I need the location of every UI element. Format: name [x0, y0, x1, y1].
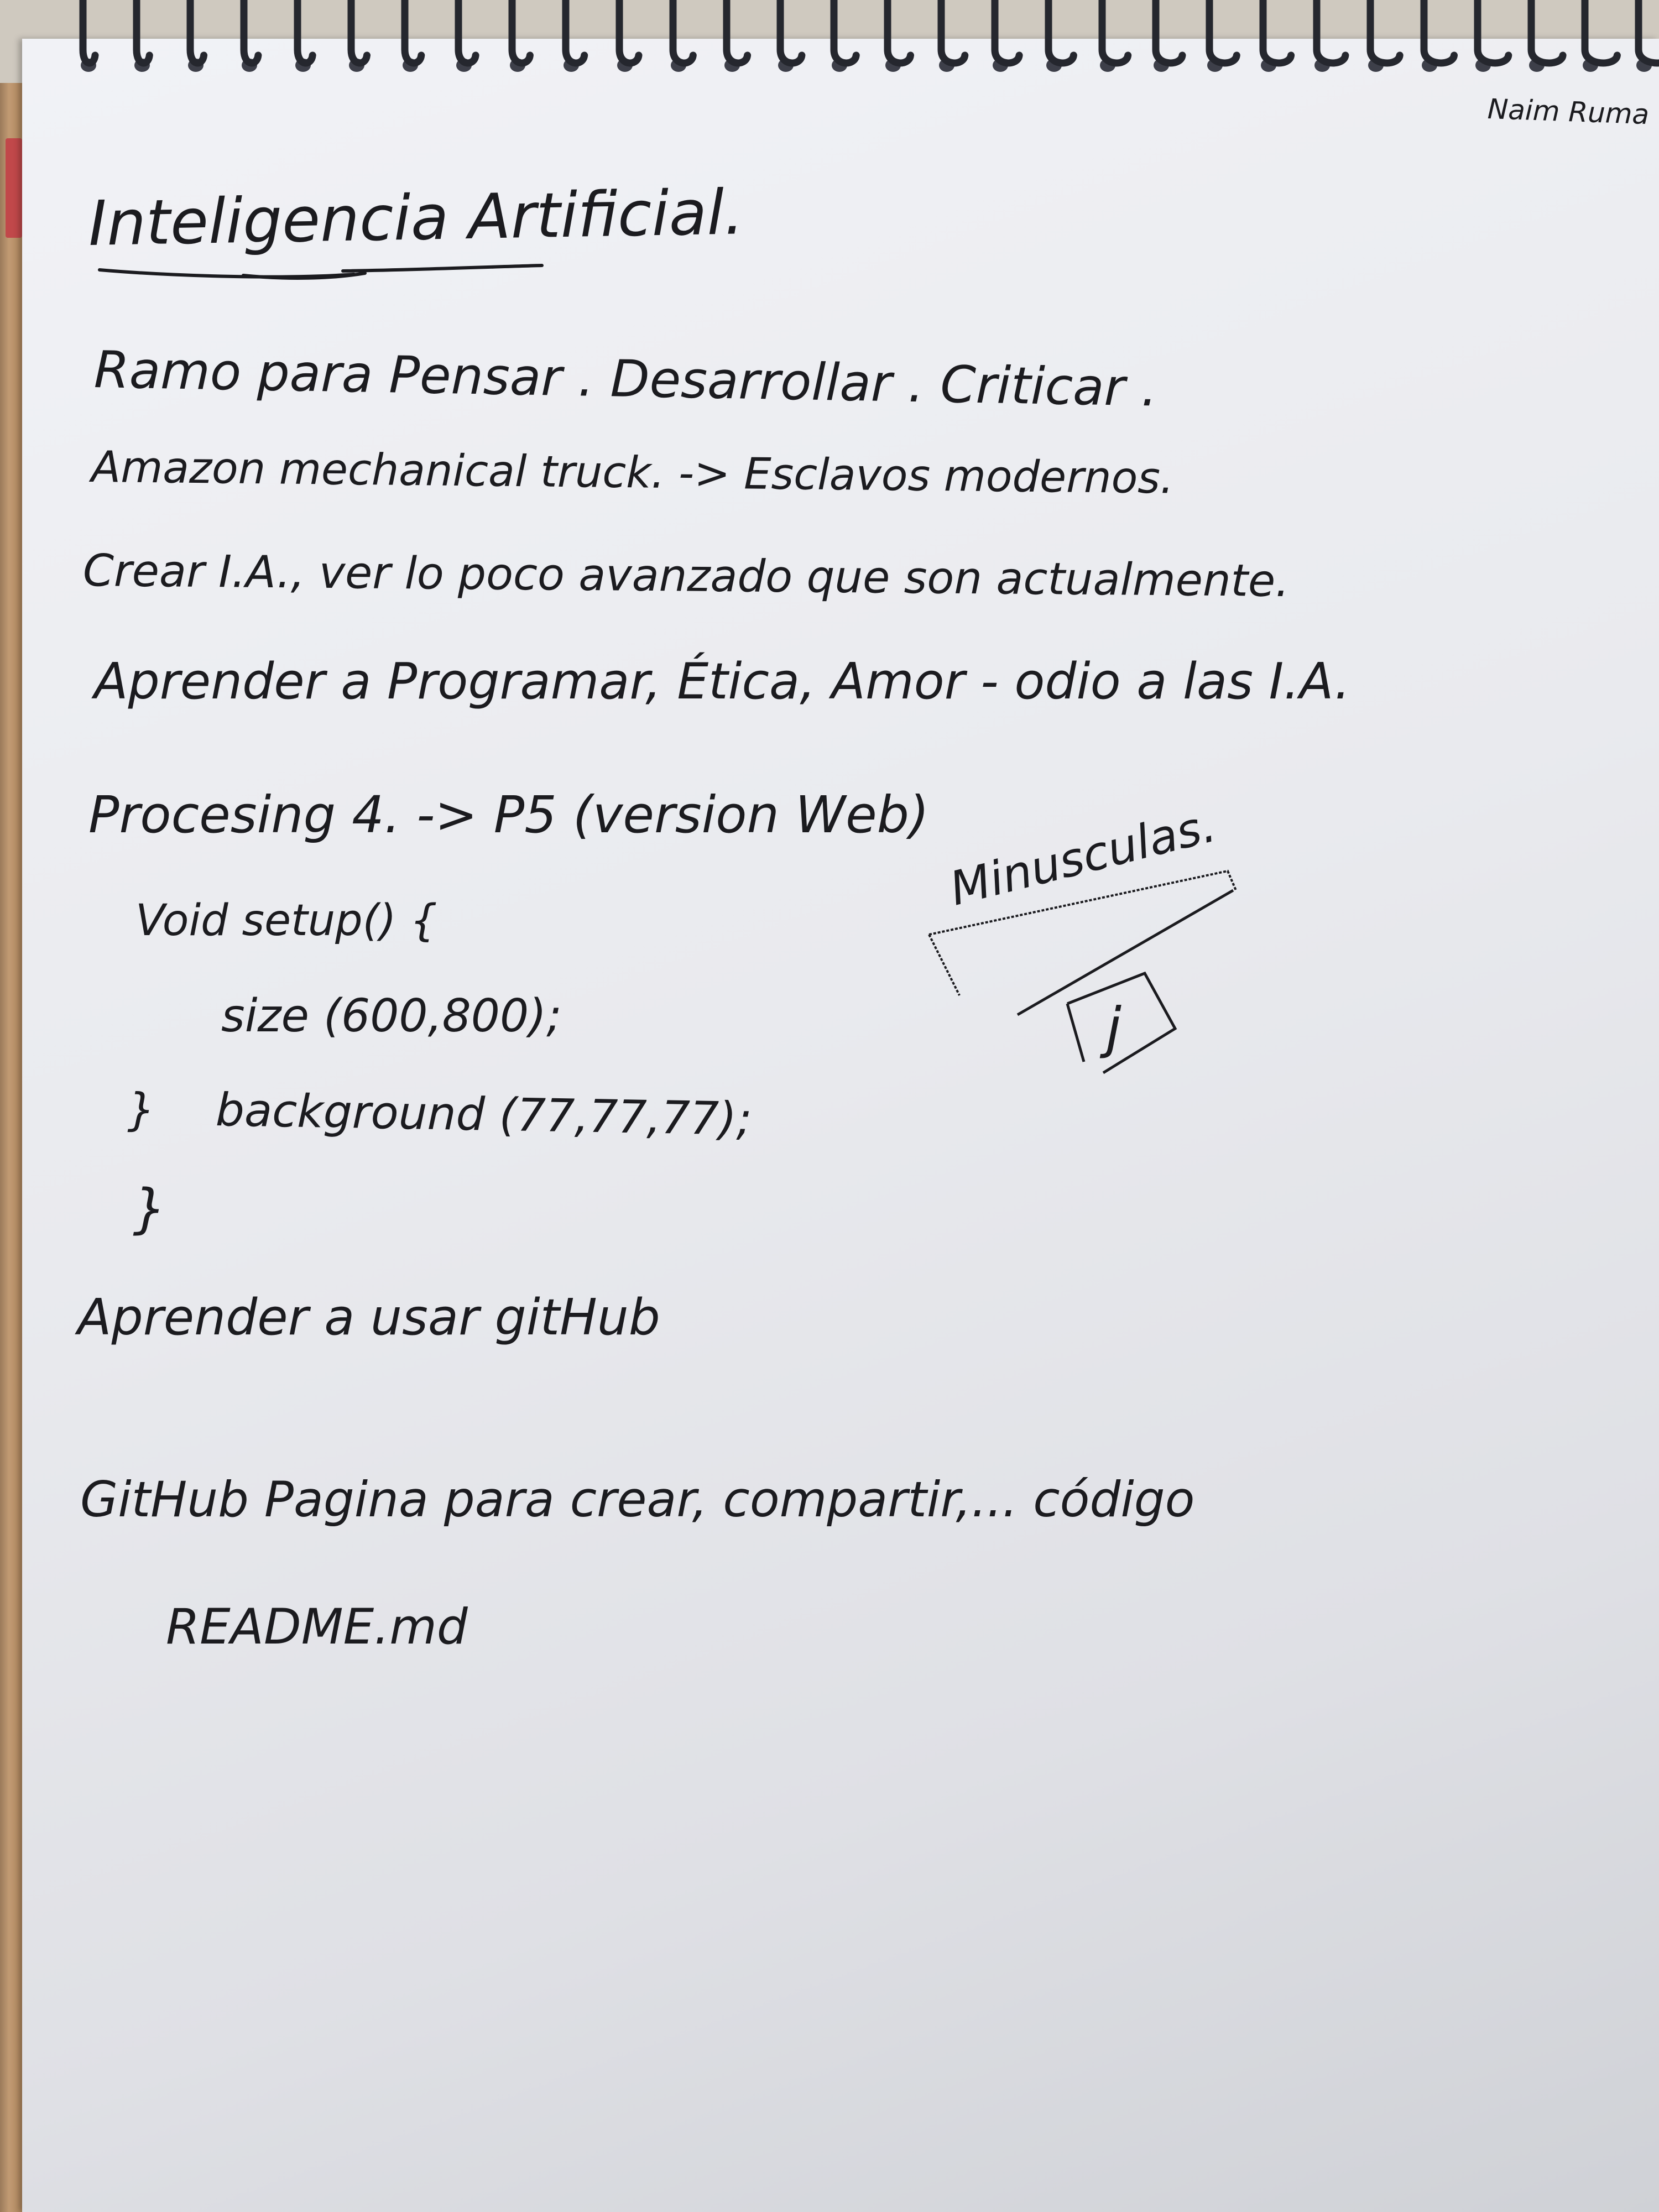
note-line-3: Crear I.A., ver lo poco avanzado que son actualmente. [82, 545, 1290, 607]
spiral-ring [617, 0, 639, 72]
spiral-ring [1261, 0, 1291, 72]
code-brace-mark: } [127, 1084, 155, 1135]
spiral-ring [403, 0, 421, 72]
spiral-ring [1154, 0, 1182, 72]
spiral-ring [1636, 0, 1659, 72]
note-line-8: README.md [166, 1598, 468, 1655]
pencil-eraser [6, 138, 22, 238]
author-name: Naim Ruma [1486, 93, 1650, 131]
spiral-ring [1207, 0, 1237, 72]
side-note-label: Minusculas. [945, 797, 1222, 916]
spiral-ring [939, 0, 965, 72]
spiral-ring [1368, 0, 1400, 72]
note-line-1: Ramo para Pensar . Desarrollar . Criticar . [93, 340, 1158, 418]
spiral-ring [1046, 0, 1073, 72]
spiral-ring [81, 0, 96, 72]
code-line-3: background (77,77,77); [215, 1084, 753, 1146]
spiral-ring [242, 0, 258, 72]
spiral-ring [1583, 0, 1617, 72]
spiral-ring [778, 0, 802, 72]
pencil-edge [0, 83, 22, 2212]
side-note-glyph: j [1106, 995, 1121, 1060]
note-line-6: Aprender a usar gitHub [77, 1288, 660, 1347]
spiral-ring [295, 0, 312, 72]
spiral-ring [456, 0, 476, 72]
note-line-4: Aprender a Programar, Ética, Amor - odio a las I.A. [94, 653, 1350, 711]
spiral-ring [349, 0, 367, 72]
code-line-1: Void setup() { [135, 896, 437, 946]
spiral-ring [510, 0, 530, 72]
note-line-2: Amazon mechanical truck. -> Esclavos modernos. [91, 442, 1175, 504]
spiral-ring [724, 0, 748, 72]
spiral-binding [0, 0, 1659, 88]
spiral-ring [1529, 0, 1563, 72]
spiral-ring [1475, 0, 1509, 72]
spiral-ring [885, 0, 911, 72]
note-line-7: GitHub Pagina para crear, compartir,... código [80, 1471, 1195, 1528]
spiral-ring [1314, 0, 1345, 72]
code-line-4: } [133, 1178, 167, 1240]
spiral-ring [134, 0, 150, 72]
spiral-ring [832, 0, 856, 72]
code-line-2: size (600,800); [221, 990, 562, 1042]
spiral-ring [1422, 0, 1454, 72]
spiral-ring [993, 0, 1019, 72]
spiral-ring [671, 0, 693, 72]
spiral-ring [564, 0, 585, 72]
spiral-ring [188, 0, 204, 72]
spiral-ring [1100, 0, 1128, 72]
note-line-5: Procesing 4. -> P5 (version Web) [88, 785, 929, 844]
page-title: Inteligencia Artificial. [87, 176, 745, 260]
